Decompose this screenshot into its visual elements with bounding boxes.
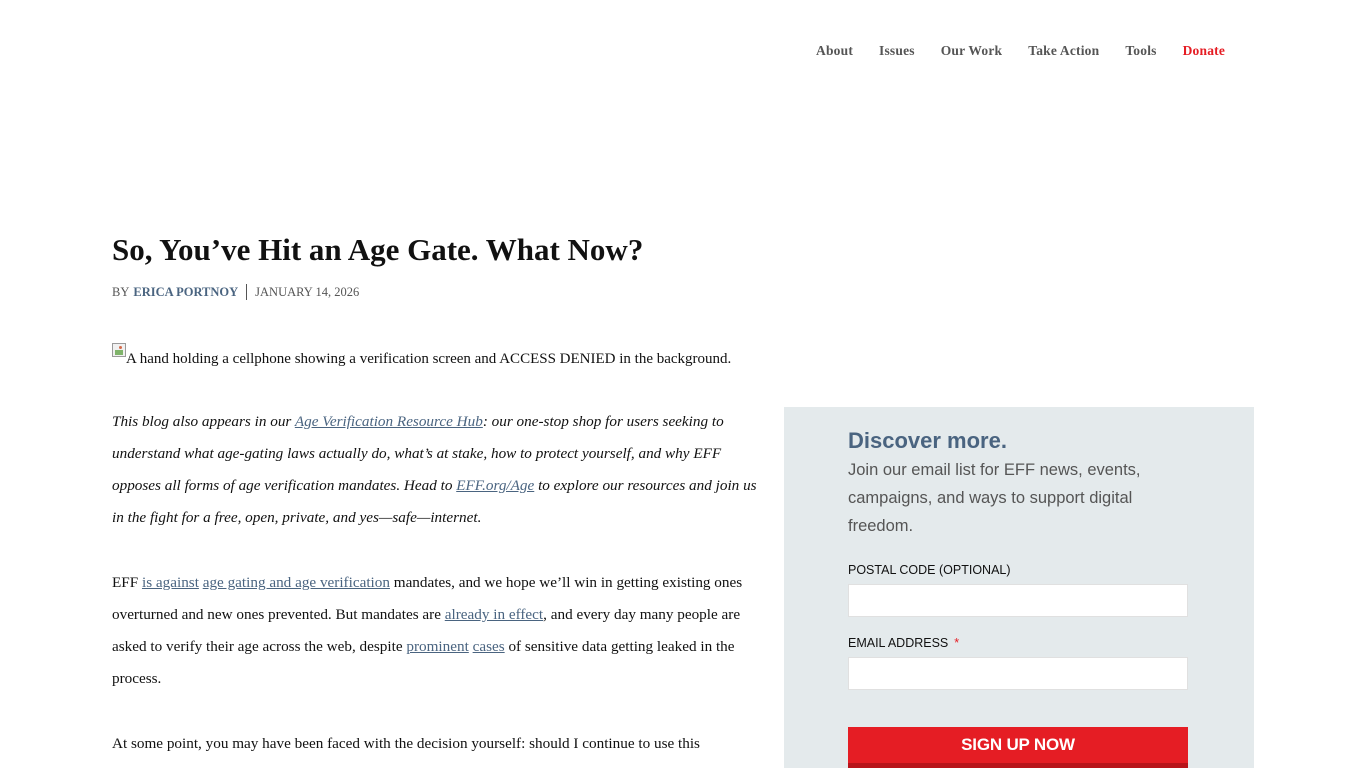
byline-divider: [246, 284, 247, 300]
body-paragraph: [112, 728, 760, 760]
author-link[interactable]: ERICA PORTNOY: [133, 285, 239, 299]
hero-image-broken: [112, 343, 731, 368]
intro-text: : our one-stop shop for users seeking to understand what age-gating laws actually do, what’s at stake, how to protect yourself, and why EFF opposes all forms of age verification mandates. Head to: [112, 413, 724, 494]
nav-issues[interactable]: Issues: [879, 43, 915, 58]
body-text: of sensitive data getting leaked in the process.: [112, 638, 735, 687]
hero-image-alt-text: A hand holding a cellphone showing a verification screen and ACCESS DENIED in the background.: [126, 351, 732, 367]
nav-about[interactable]: About: [816, 43, 854, 58]
prominent-link[interactable]: prominent: [406, 638, 469, 655]
signup-description: Join our email list for EFF news, events, campaigns, and ways to support digital freedom.: [848, 461, 1141, 535]
nav-take-action[interactable]: Take Action: [1028, 43, 1100, 58]
sign-up-button[interactable]: SIGN UP NOW: [848, 727, 1188, 768]
body-text: At some point, you may have been faced with the decision yourself: should I continue to use this: [112, 735, 700, 752]
resource-hub-link[interactable]: Age Verification Resource Hub: [294, 413, 483, 430]
article-title: So, You’ve Hit an Age Gate. What Now?: [112, 232, 644, 267]
email-group: [848, 635, 1189, 690]
intro-text: to explore our resources and join us in the fight for a free, open, private, and yes—safe—internet.: [112, 477, 757, 526]
email-signup-panel: [784, 407, 1254, 768]
postal-code-group: [848, 562, 1189, 617]
cases-link[interactable]: cases: [472, 638, 505, 655]
signup-heading: Discover more.: [848, 428, 1007, 453]
postal-code-label: [848, 562, 1189, 578]
broken-image-icon: [112, 343, 126, 357]
required-marker: *: [954, 636, 960, 650]
body-text: , and every day many people are asked to verify their age across the web, despite: [112, 606, 741, 655]
article-byline: [112, 284, 359, 300]
nav-tools[interactable]: Tools: [1125, 43, 1157, 58]
eff-age-link[interactable]: EFF.org/Age: [456, 477, 535, 494]
article-body: [112, 406, 760, 768]
intro-paragraph: [112, 406, 760, 534]
email-input[interactable]: [848, 657, 1188, 690]
age-gating-link[interactable]: age gating and age verification: [202, 574, 390, 591]
postal-code-input[interactable]: [848, 584, 1188, 617]
is-against-link[interactable]: is against: [141, 574, 199, 591]
body-text: mandates, and we hope we’ll win in getting existing ones overturned and new ones prevented. But mandates are: [112, 574, 743, 623]
intro-text: This blog also appears in our: [112, 413, 295, 430]
main-navigation: [816, 43, 1225, 61]
byline-prefix: BY: [112, 285, 130, 299]
nav-our-work[interactable]: Our Work: [940, 43, 1003, 58]
article-date: JANUARY 14, 2026: [255, 285, 360, 299]
already-in-effect-link[interactable]: already in effect: [444, 606, 544, 623]
nav-donate[interactable]: Donate: [1182, 43, 1226, 58]
email-label: [848, 635, 1189, 651]
email-label-text: EMAIL ADDRESS: [848, 636, 949, 650]
postal-code-label-text: POSTAL CODE (OPTIONAL): [848, 563, 1011, 577]
body-text: EFF: [112, 574, 142, 591]
body-paragraph: [112, 567, 760, 695]
